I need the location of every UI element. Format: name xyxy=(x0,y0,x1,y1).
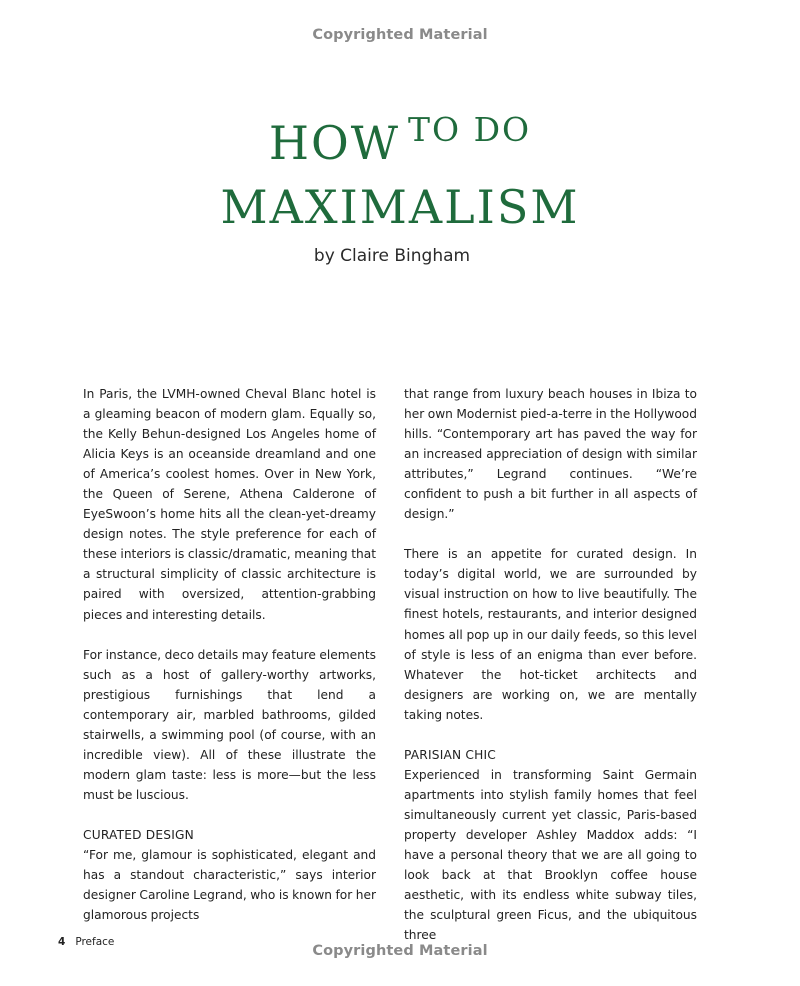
copyright-watermark-top: Copyrighted Material xyxy=(312,27,488,43)
body-paragraph: For instance, deco details may feature elements such as a host of gallery-worthy artworks, prestigious furnishings that lend a contemporary air, marbled bathrooms, gilded stairwells, a swimming pool (of course, with an incredible view). All of these illustrate the modern glam taste: less is more—but the less must be luscious. xyxy=(83,647,376,802)
page-number: 4 xyxy=(58,936,66,948)
author-byline: by Claire Bingham xyxy=(313,246,471,266)
page-title-line-2: MAXIMALISM xyxy=(220,180,580,234)
body-paragraph: “For me, glamour is sophisticated, elegant and has a standout characteristic,” says interior designer Caroline Legrand, who is known for her glamorous projects xyxy=(83,847,376,923)
title-how: HOW xyxy=(268,116,401,170)
footer-section-label: Preface xyxy=(75,936,115,948)
title-to-do: TO DO xyxy=(408,110,532,149)
body-paragraph: There is an appetite for curated design. In today’s digital world, we are surrounded by visual instruction on how to live beautifully. The finest hotels, restaurants, and interior designed homes all pop up in our daily feeds, so this level of style is less of an enigma than ever before. Whatever the hot-ticket architects and designers are working on, we are mentally taking notes. xyxy=(404,547,697,722)
text-column-right xyxy=(404,384,697,945)
text-column-left xyxy=(83,384,376,925)
body-paragraph: Experienced in transforming Saint Germain apartments into stylish family homes that feel simultaneously current yet classic, Paris-based property developer Ashley Maddox adds: “I have a personal theory that we are all going to look back at that Brooklyn coffee house aesthetic, with its endless white subway tiles, the sculptural green Ficus, and the ubiquitous three xyxy=(404,767,697,943)
copyright-watermark-bottom: Copyrighted Material xyxy=(312,943,488,959)
body-paragraph: In Paris, the LVMH-owned Cheval Blanc hotel is a gleaming beacon of modern glam. Equally so, the Kelly Behun-designed Los Angeles home of Alicia Keys is an oceanside dreamland and one of America’s coolest homes. Over in New York, the Queen of Serene, Athena Calderone of EyeSwoon’s home hits all the clean-yet-dreamy design notes. The style preference for each of these interiors is classic/dramatic, meaning that a structural simplicity of classic architecture is paired with oversized, attention-grabbing pieces and interesting details. xyxy=(83,387,376,622)
body-paragraph: that range from luxury beach houses in Ibiza to her own Modernist pied-a-terre in the Hollywood hills. “Contemporary art has paved the way for an increased appreciation of design with similar attributes,” Legrand continues. “We’re confident to push a bit further in all aspects of design.” xyxy=(404,387,697,522)
section-heading-curated-design: CURATED DESIGN xyxy=(83,827,194,842)
page-title-line-1 xyxy=(0,110,800,170)
section-heading-parisian-chic: PARISIAN CHIC xyxy=(404,747,497,762)
